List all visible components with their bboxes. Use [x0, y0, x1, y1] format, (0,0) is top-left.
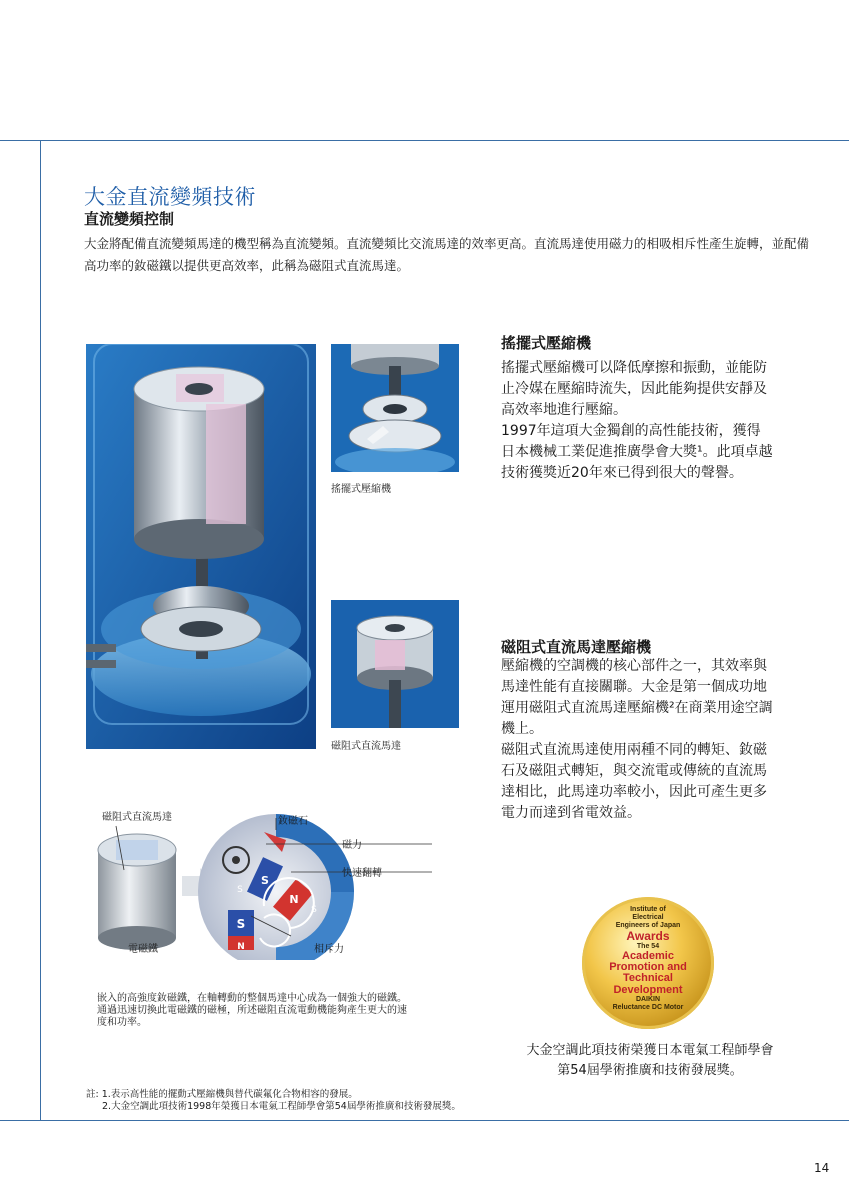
award-line-motor: Reluctance DC Motor	[612, 1004, 684, 1011]
award-caption-line-2: 第54屆學術推廣和技術發展獎。	[557, 1063, 743, 1078]
page-number: 14	[814, 1161, 830, 1175]
pole-n-stator: N	[237, 942, 245, 952]
footnote-2	[86, 1101, 461, 1113]
award-seal	[582, 897, 714, 1029]
bottom-rule	[0, 1120, 849, 1121]
footnote-2-text: 2.大金空調此項技術1998年榮獲日本電氣工程師學會第54屆學術推廣和技術發展獎。	[102, 1101, 461, 1112]
reluctance-heading: 磁阻式直流馬達壓縮機	[501, 638, 652, 656]
reluctance-paragraph-1: 壓縮機的空調機的核心部件之一，其效率與馬達性能有直接關聯。大金是第一個成功地運用磁阻式直流馬達壓縮機²在商業用途空調機上。	[501, 658, 773, 737]
diagram-label-repel: 相斥力	[314, 944, 344, 955]
reluctance-photo-caption: 磁阻式直流馬達	[331, 741, 401, 752]
pole-s-outer: S	[237, 885, 243, 895]
top-rule	[0, 140, 849, 141]
intro-paragraph: 大金將配備直流變頻馬達的機型稱為直流變頻。直流變頻比交流馬達的效率更高。直流馬達使用磁力的相吸相斥性產生旋轉，並配備高功率的釹磁鐵以提供更高效率，此稱為磁阻式直流馬達。	[84, 236, 810, 273]
footnotes	[86, 1089, 461, 1113]
award-line-development: Development	[613, 984, 683, 996]
pole-n-rotor: N	[289, 893, 299, 906]
award-line-engineers: Engineers of Japan	[615, 922, 681, 929]
diagram-label-motor: 磁阻式直流馬達	[102, 812, 172, 823]
award-line-institute: Institute of	[630, 906, 666, 913]
award-line-daikin: DAIKIN	[635, 996, 661, 1003]
diagram-caption: 嵌入的高強度釹磁鐵，在軸轉動的整個馬達中心成為一個強大的磁鐵。通過迅速切換此電磁鐵的磁極，所述磁阻直流電動機能夠產生更大的速度和功率。	[97, 993, 407, 1028]
swing-paragraph-1: 搖擺式壓縮機可以降低摩擦和振動，並能防止冷媒在壓縮時流失，因此能夠提供安靜及高效率地進行壓縮。	[501, 360, 767, 418]
award-line-awards: Awards	[626, 929, 670, 943]
left-margin-rule	[40, 140, 41, 1120]
diagram-label-force: 磁力	[342, 840, 362, 851]
award-caption-line-1: 大金空調此項技術榮獲日本電氣工程師學會	[526, 1043, 774, 1058]
swing-paragraph-2: 1997年這項大金獨創的高性能技術，獲得日本機械工業促進推廣學會大獎¹。此項卓越技術獲獎近20年來已得到很大的聲譽。	[501, 423, 773, 481]
pole-s-stator: S	[236, 917, 246, 931]
award-caption	[500, 1041, 800, 1081]
diagram-label-magnet: 釹磁石	[278, 816, 308, 827]
footnote-1-text: 1.表示高性能的擺動式壓縮機與替代碳氟化合物相容的發展。	[101, 1089, 358, 1100]
subtitle: 直流變頻控制	[84, 210, 175, 228]
award-line-the54: The 54	[636, 943, 660, 950]
award-line-academic: Academic	[622, 950, 674, 962]
pole-s-outer-right: S	[311, 905, 317, 915]
reluctance-paragraph-2: 磁阻式直流馬達使用兩種不同的轉矩、釹磁石及磁阻式轉矩，與交流電或傳統的直流馬達相比，此馬達功率較小，因此可產生更多電力而達到省電效益。	[501, 742, 767, 821]
pole-s-rotor: S	[261, 874, 269, 887]
swing-heading: 搖擺式壓縮機	[501, 334, 592, 352]
reluctance-motor-diagram	[86, 810, 446, 960]
swing-compressor-photo	[331, 344, 459, 472]
award-line-technical: Technical	[623, 972, 673, 984]
award-line-promotion: Promotion and	[609, 961, 687, 973]
diagram-label-electromagnet: 電磁鐵	[128, 944, 158, 955]
reluctance-motor-photo	[331, 600, 459, 728]
swing-photo-caption: 搖擺式壓縮機	[331, 484, 391, 495]
award-line-electrical: Electrical	[632, 914, 664, 921]
footnote-1	[86, 1089, 461, 1101]
section-title: 大金直流變頻技術	[84, 185, 256, 209]
footnote-label: 註:	[86, 1089, 99, 1100]
diagram-label-flip: 快速翻轉	[342, 868, 382, 879]
compressor-cutaway-photo	[86, 344, 316, 749]
